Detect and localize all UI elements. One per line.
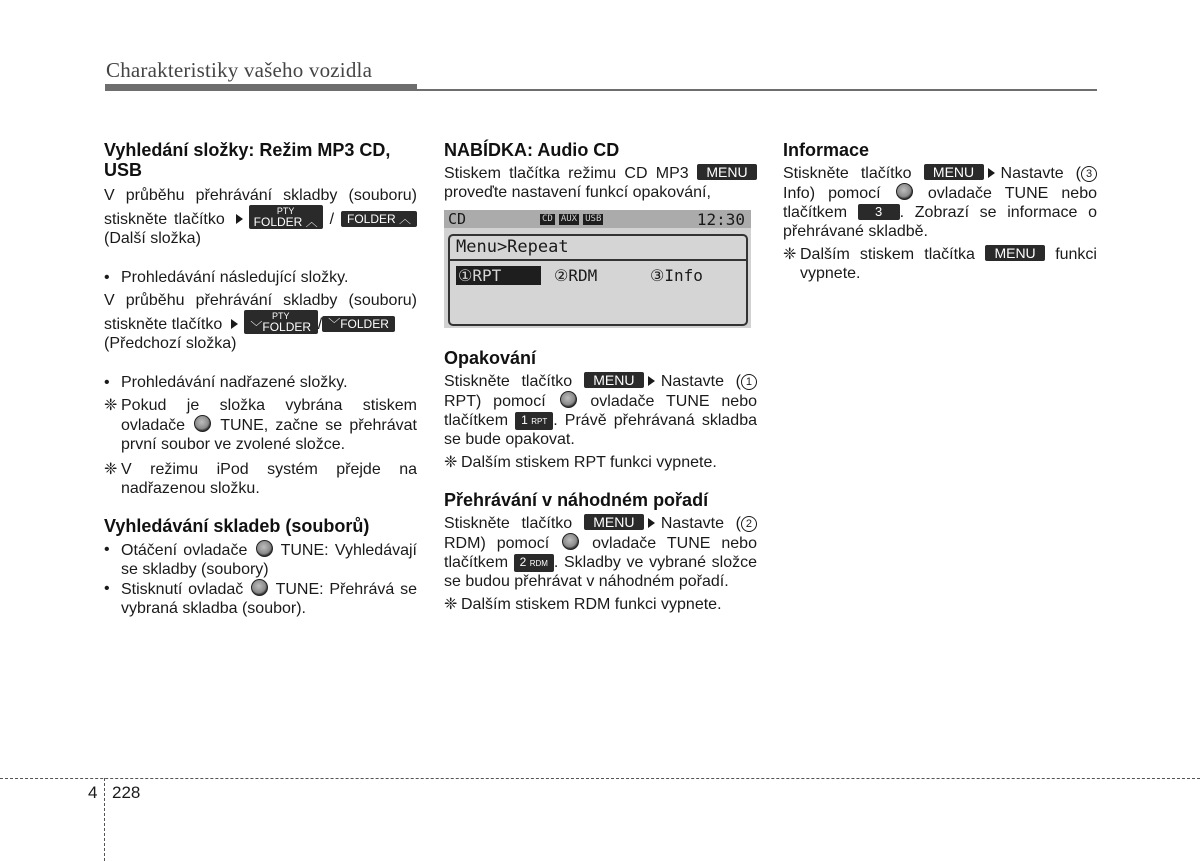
header-rule-thin: [105, 89, 1097, 91]
folder-down-button: ﹀FOLDER: [322, 316, 395, 332]
lcd-clock: 12:30: [696, 209, 745, 229]
footer-vertical-rule: [104, 778, 105, 861]
paragraph-previous-folder: V průběhu přehrávání skladby (souboru) stiskněte tlačítko PTY ﹀FOLDER / ﹀FOLDER (Předchozí složka): [104, 292, 417, 352]
tune-knob-icon: [251, 579, 268, 596]
footer-rule: [0, 778, 1200, 779]
bullet-next-folder: • Prohledávání následující složky.: [104, 269, 349, 286]
lcd-menu-title: Menu>Repeat: [456, 237, 569, 257]
lcd-option-rdm: ②RDM: [554, 266, 598, 285]
note-rpt-off: ❈ Dalším stiskem RPT funkci vypnete.: [444, 454, 717, 471]
lcd-status-bar: [444, 210, 751, 228]
note-rdm-off: ❈ Dalším stiskem RDM funkci vypnete.: [444, 596, 722, 613]
lcd-display: [444, 210, 751, 328]
section-title-repeat: Opakování: [444, 348, 537, 368]
arrow-right-icon: [231, 319, 238, 329]
tune-knob-icon: [256, 540, 273, 557]
pty-folder-down-button: PTY ﹀FOLDER: [244, 310, 318, 334]
bullet-rotate-tune: • Otáčení ovladače TUNE: Vyhledávají se skladby (soubory): [104, 541, 417, 578]
page-header-title: Charakteristiky vašeho vozidla: [106, 58, 373, 82]
column-1: [104, 140, 417, 618]
bullet-press-tune: • Stisknutí ovladač TUNE: Přehrává se vybraná skladba (soubor).: [104, 580, 417, 617]
menu-button: MENU: [584, 514, 644, 530]
circled-number-3: 3: [1081, 166, 1097, 182]
paragraph-info: Stiskněte tlačítko MENU Nastavte ( 3Info) pomocí ovladače TUNE nebo tlačítkem 3 . Zobrazí se informace o přehrávané skladbě.: [783, 164, 1097, 240]
tune-knob-icon: [194, 415, 211, 432]
section-title-info: Informace: [783, 140, 870, 160]
column-2: [444, 140, 757, 614]
section-title-track-search: Vyhledávání skladeb (souborů): [104, 516, 370, 536]
note-ipod: ❈ V režimu iPod systém přejde na nadřazenou složku.: [104, 461, 417, 497]
lcd-source: CD: [448, 209, 467, 228]
chapter-number: 4: [88, 783, 98, 802]
lcd-menu-box: [448, 234, 748, 326]
menu-button: MENU: [924, 164, 984, 180]
circled-number-2: 2: [741, 516, 757, 532]
menu-button: MENU: [697, 164, 757, 180]
paragraph-random: Stiskněte tlačítko MENU Nastavte ( 2RDM) pomocí ovladače TUNE nebo tlačítkem 2 RDM . Skladby ve vybrané složce se budou přehrávat v náhodném pořadí.: [444, 514, 757, 590]
rpt-1-button: 1 RPT: [515, 412, 553, 430]
paragraph-next-folder: V průběhu přehrávání skladby (souboru) stiskněte tlačítko PTY FOLDER ︿ / FOLDER ︿ (Další složka): [104, 187, 417, 247]
column-3: [783, 140, 1097, 283]
folder-up-button: FOLDER ︿: [341, 211, 417, 227]
note-tune-select: ❈ Pokud je složka vybrána stiskem ovladače TUNE, začne se přehrávat první soubor ve zvolené složce.: [104, 397, 417, 453]
paragraph-cd-menu: Stiskem tlačítka režimu CD MP3 MENU proveďte nastavení funkcí opakování,: [444, 164, 757, 202]
lcd-divider: [450, 259, 746, 261]
note-info-off: ❈ Dalším stiskem tlačítka MENU funkci vypnete.: [783, 245, 1097, 282]
section-title-folder-search: Vyhledání složky: Režim MP3 CD, USB: [104, 140, 391, 180]
section-title-random: Přehrávání v náhodném pořadí: [444, 490, 709, 510]
bullet-parent-folder: • Prohledávání nadřazené složky.: [104, 374, 348, 391]
arrow-right-icon: [648, 376, 655, 386]
arrow-right-icon: [648, 518, 655, 528]
arrow-right-icon: [988, 168, 995, 178]
lcd-tag-cd: CD: [542, 213, 553, 224]
lcd-option-info: ③Info: [650, 266, 703, 285]
tune-knob-icon: [896, 183, 913, 200]
section-title-audio-cd-menu: NABÍDKA: Audio CD: [444, 140, 620, 160]
arrow-right-icon: [236, 214, 243, 224]
lcd-tag-aux: AUX: [560, 213, 578, 224]
lcd-tag-usb: USB: [585, 213, 602, 224]
rdm-2-button: 2 RDM: [514, 554, 554, 572]
circled-number-1: 1: [741, 374, 757, 390]
tune-knob-icon: [562, 533, 579, 550]
info-3-button: 3: [858, 204, 900, 220]
page-number: 228: [112, 783, 141, 802]
lcd-option-rpt: ①RPT: [456, 266, 541, 285]
paragraph-repeat: Stiskněte tlačítko MENU Nastavte ( 1RPT) pomocí ovladače TUNE nebo tlačítkem 1 RPT . Právě přehrávaná skladba se bude opakovat.: [444, 372, 757, 448]
pty-folder-up-button: PTY FOLDER ︿: [249, 205, 323, 229]
menu-button: MENU: [584, 372, 644, 388]
tune-knob-icon: [560, 391, 577, 408]
menu-button: MENU: [985, 245, 1045, 261]
